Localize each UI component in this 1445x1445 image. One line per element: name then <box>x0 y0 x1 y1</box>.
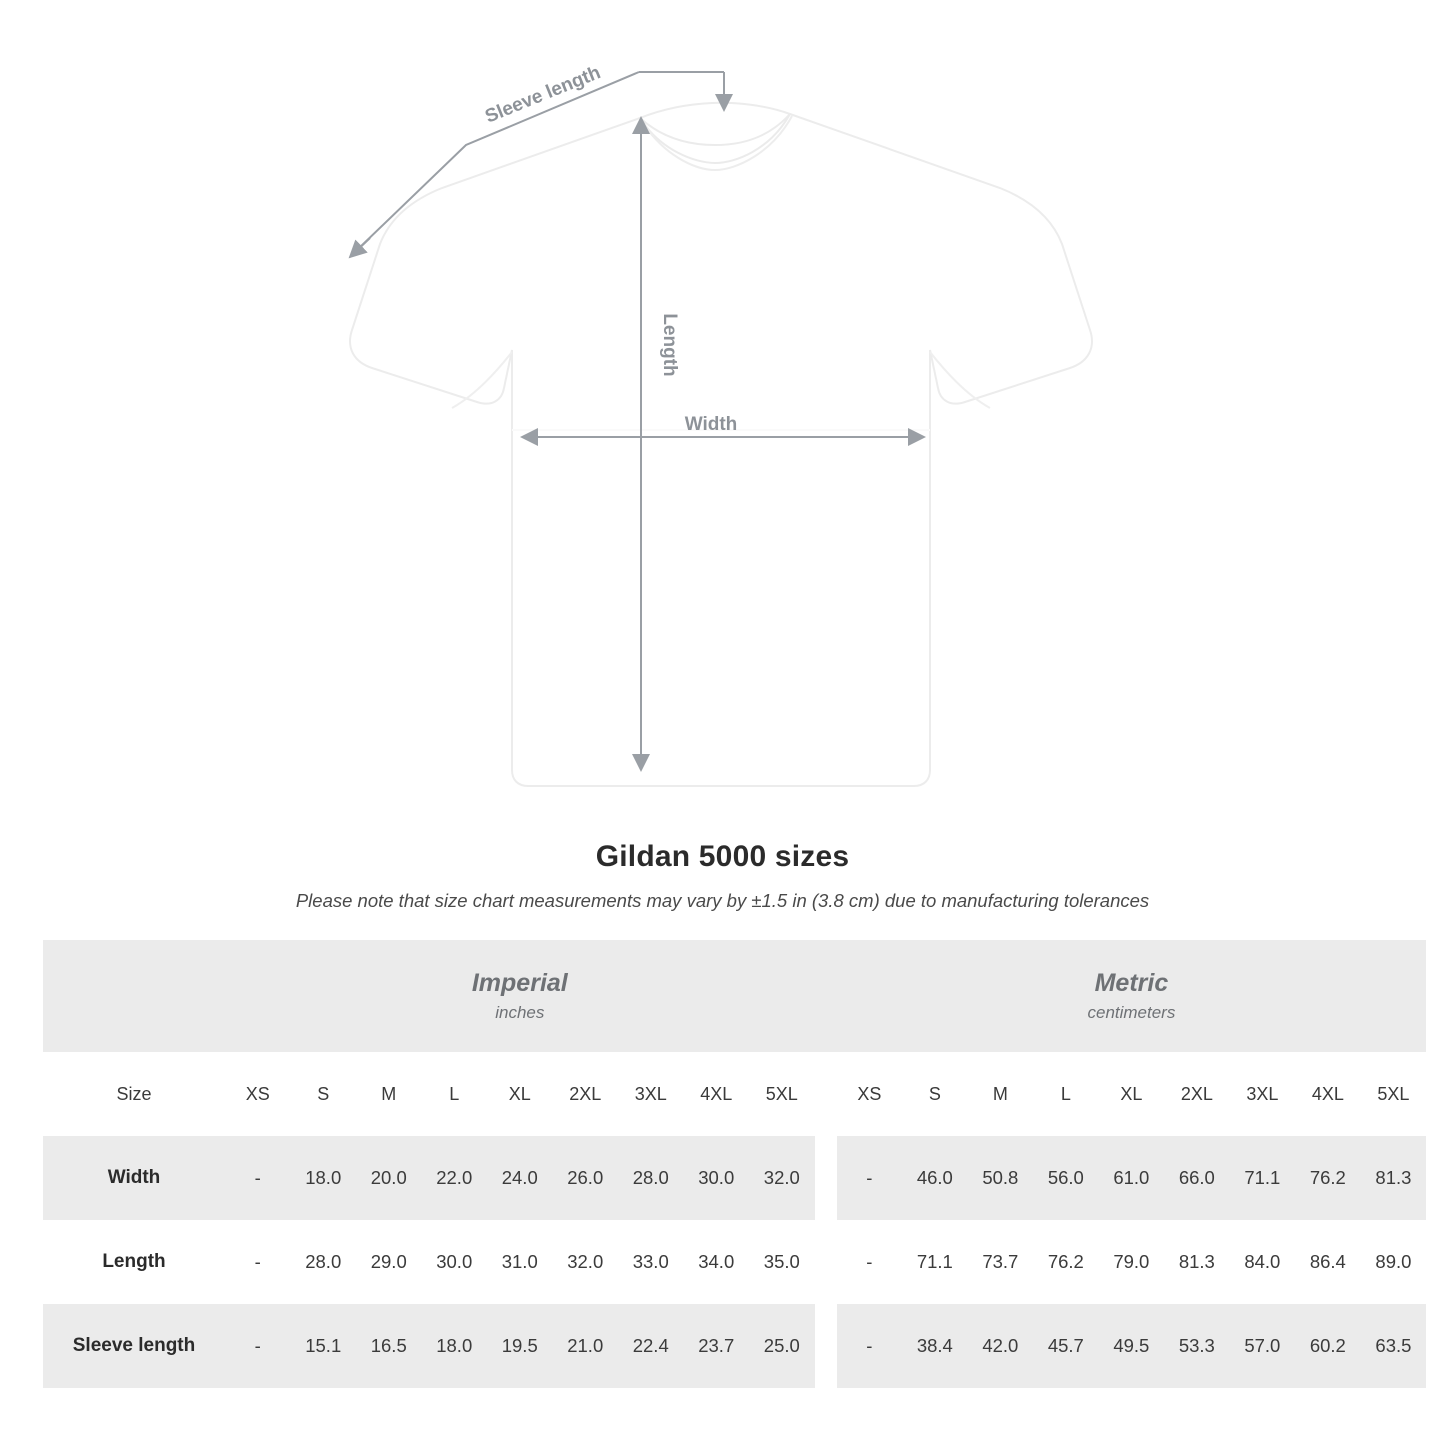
width-label: Width <box>684 414 738 435</box>
cell-width-metric-2xl: 66.0 <box>1178 1167 1215 1188</box>
cell-width-imperial-xl: 24.0 <box>501 1167 538 1188</box>
size-header-imperial-3xl: 3XL <box>634 1083 667 1104</box>
cell-width-metric-xl: 61.0 <box>1113 1167 1150 1188</box>
cell-width-metric-m: 50.8 <box>982 1167 1019 1188</box>
unit-name-metric: Metric <box>1094 968 1169 997</box>
cell-sleeve-metric-m: 42.0 <box>982 1335 1019 1356</box>
tolerance-note: Please note that size chart measurements may vary by ±1.5 in (3.8 cm) due to manufacturing tolerances <box>295 890 1150 911</box>
size-header-metric-xs: XS <box>857 1083 882 1104</box>
cell-length-metric-4xl: 86.4 <box>1309 1251 1346 1272</box>
size-header-metric-l: L <box>1060 1083 1071 1104</box>
cell-sleeve-imperial-xs: - <box>254 1335 261 1356</box>
size-table-wrap <box>43 940 1412 1388</box>
unit-name-imperial: Imperial <box>471 968 568 997</box>
cell-length-imperial-l: 30.0 <box>436 1251 473 1272</box>
size-header-metric-s: S <box>928 1083 941 1104</box>
row-label-sleeve-length: Sleeve length <box>72 1335 196 1356</box>
cell-width-metric-5xl: 81.3 <box>1375 1167 1412 1188</box>
tshirt-shape <box>350 103 1092 786</box>
cell-sleeve-imperial-3xl: 22.4 <box>632 1335 669 1356</box>
size-header-imperial-4xl: 4XL <box>700 1083 733 1104</box>
size-table <box>43 940 1426 1388</box>
cell-sleeve-metric-4xl: 60.2 <box>1309 1335 1346 1356</box>
row-gap-length <box>815 1220 837 1304</box>
unit-sub-imperial: inches <box>495 1003 545 1023</box>
size-header-row <box>43 1052 1426 1136</box>
unit-sub-metric: centimeters <box>1087 1003 1176 1023</box>
cell-length-metric-xl: 79.0 <box>1113 1251 1150 1272</box>
cell-length-imperial-2xl: 32.0 <box>567 1251 604 1272</box>
cell-width-imperial-m: 20.0 <box>370 1167 407 1188</box>
cell-length-metric-3xl: 84.0 <box>1244 1251 1281 1272</box>
unit-header-row <box>43 940 1426 1052</box>
row-label-width: Width <box>107 1167 161 1188</box>
size-header-label: Size <box>116 1083 152 1104</box>
cell-length-imperial-3xl: 33.0 <box>632 1251 669 1272</box>
cell-width-imperial-l: 22.0 <box>436 1167 473 1188</box>
cell-sleeve-imperial-xl: 19.5 <box>501 1335 538 1356</box>
cell-length-imperial-m: 29.0 <box>370 1251 407 1272</box>
size-header-gap <box>815 1052 837 1136</box>
cell-sleeve-metric-l: 45.7 <box>1047 1335 1084 1356</box>
cell-sleeve-metric-5xl: 63.5 <box>1375 1335 1412 1356</box>
table-row <box>43 1304 1426 1388</box>
cell-sleeve-metric-xl: 49.5 <box>1113 1335 1150 1356</box>
unit-header-imperial <box>225 940 815 1052</box>
table-row <box>43 1220 1426 1304</box>
cell-length-metric-l: 76.2 <box>1047 1251 1084 1272</box>
row-label-length: Length <box>102 1251 166 1272</box>
cell-sleeve-imperial-m: 16.5 <box>370 1335 407 1356</box>
cell-sleeve-imperial-5xl: 25.0 <box>763 1335 800 1356</box>
cell-width-imperial-s: 18.0 <box>305 1167 342 1188</box>
size-header-imperial-5xl: 5XL <box>765 1083 798 1104</box>
row-gap-sleeve <box>815 1304 837 1388</box>
cell-sleeve-imperial-2xl: 21.0 <box>567 1335 604 1356</box>
page-title: Gildan 5000 sizes <box>595 840 850 873</box>
size-header-imperial-2xl: 2XL <box>569 1083 602 1104</box>
cell-width-imperial-5xl: 32.0 <box>763 1167 800 1188</box>
size-header-metric-4xl: 4XL <box>1311 1083 1344 1104</box>
cell-width-metric-3xl: 71.1 <box>1244 1167 1281 1188</box>
cell-length-imperial-xl: 31.0 <box>501 1251 538 1272</box>
cell-sleeve-metric-xs: - <box>866 1335 873 1356</box>
cell-length-imperial-s: 28.0 <box>305 1251 342 1272</box>
unit-header-spacer <box>43 940 225 1052</box>
row-gap-width <box>815 1136 837 1220</box>
size-header-metric-2xl: 2XL <box>1180 1083 1213 1104</box>
cell-width-metric-4xl: 76.2 <box>1309 1167 1346 1188</box>
cell-sleeve-metric-s: 38.4 <box>916 1335 953 1356</box>
cell-length-metric-m: 73.7 <box>982 1251 1019 1272</box>
cell-width-metric-l: 56.0 <box>1047 1167 1084 1188</box>
cell-width-imperial-4xl: 30.0 <box>698 1167 735 1188</box>
sleeve-length-label: Sleeve length <box>482 62 604 128</box>
size-header-imperial-s: S <box>317 1083 330 1104</box>
cell-sleeve-imperial-s: 15.1 <box>305 1335 342 1356</box>
cell-length-metric-5xl: 89.0 <box>1375 1251 1412 1272</box>
cell-width-metric-s: 46.0 <box>916 1167 953 1188</box>
size-header-imperial-m: M <box>381 1083 397 1104</box>
cell-length-imperial-5xl: 35.0 <box>763 1251 800 1272</box>
table-row <box>43 1136 1426 1220</box>
cell-length-metric-2xl: 81.3 <box>1178 1251 1215 1272</box>
length-label: Length <box>659 313 680 377</box>
cell-sleeve-metric-3xl: 57.0 <box>1244 1335 1281 1356</box>
cell-sleeve-imperial-4xl: 23.7 <box>698 1335 735 1356</box>
cell-length-metric-xs: - <box>866 1251 873 1272</box>
cell-length-metric-s: 71.1 <box>916 1251 953 1272</box>
title-block <box>0 840 1445 912</box>
unit-header-metric <box>837 940 1427 1052</box>
size-header-metric-3xl: 3XL <box>1246 1083 1279 1104</box>
size-header-imperial-xl: XL <box>508 1083 531 1104</box>
cell-width-imperial-2xl: 26.0 <box>567 1167 604 1188</box>
cell-width-imperial-xs: - <box>254 1167 261 1188</box>
size-header-imperial-l: L <box>449 1083 460 1104</box>
unit-header-gap <box>815 940 837 1052</box>
cell-sleeve-metric-2xl: 53.3 <box>1178 1335 1215 1356</box>
cell-length-imperial-xs: - <box>254 1251 261 1272</box>
size-header-imperial-xs: XS <box>245 1083 270 1104</box>
size-header-metric-m: M <box>992 1083 1008 1104</box>
cell-length-imperial-4xl: 34.0 <box>698 1251 735 1272</box>
cell-sleeve-imperial-l: 18.0 <box>436 1335 473 1356</box>
cell-width-metric-xs: - <box>866 1167 873 1188</box>
size-header-metric-xl: XL <box>1120 1083 1143 1104</box>
cell-width-imperial-3xl: 28.0 <box>632 1167 669 1188</box>
size-header-metric-5xl: 5XL <box>1377 1083 1410 1104</box>
